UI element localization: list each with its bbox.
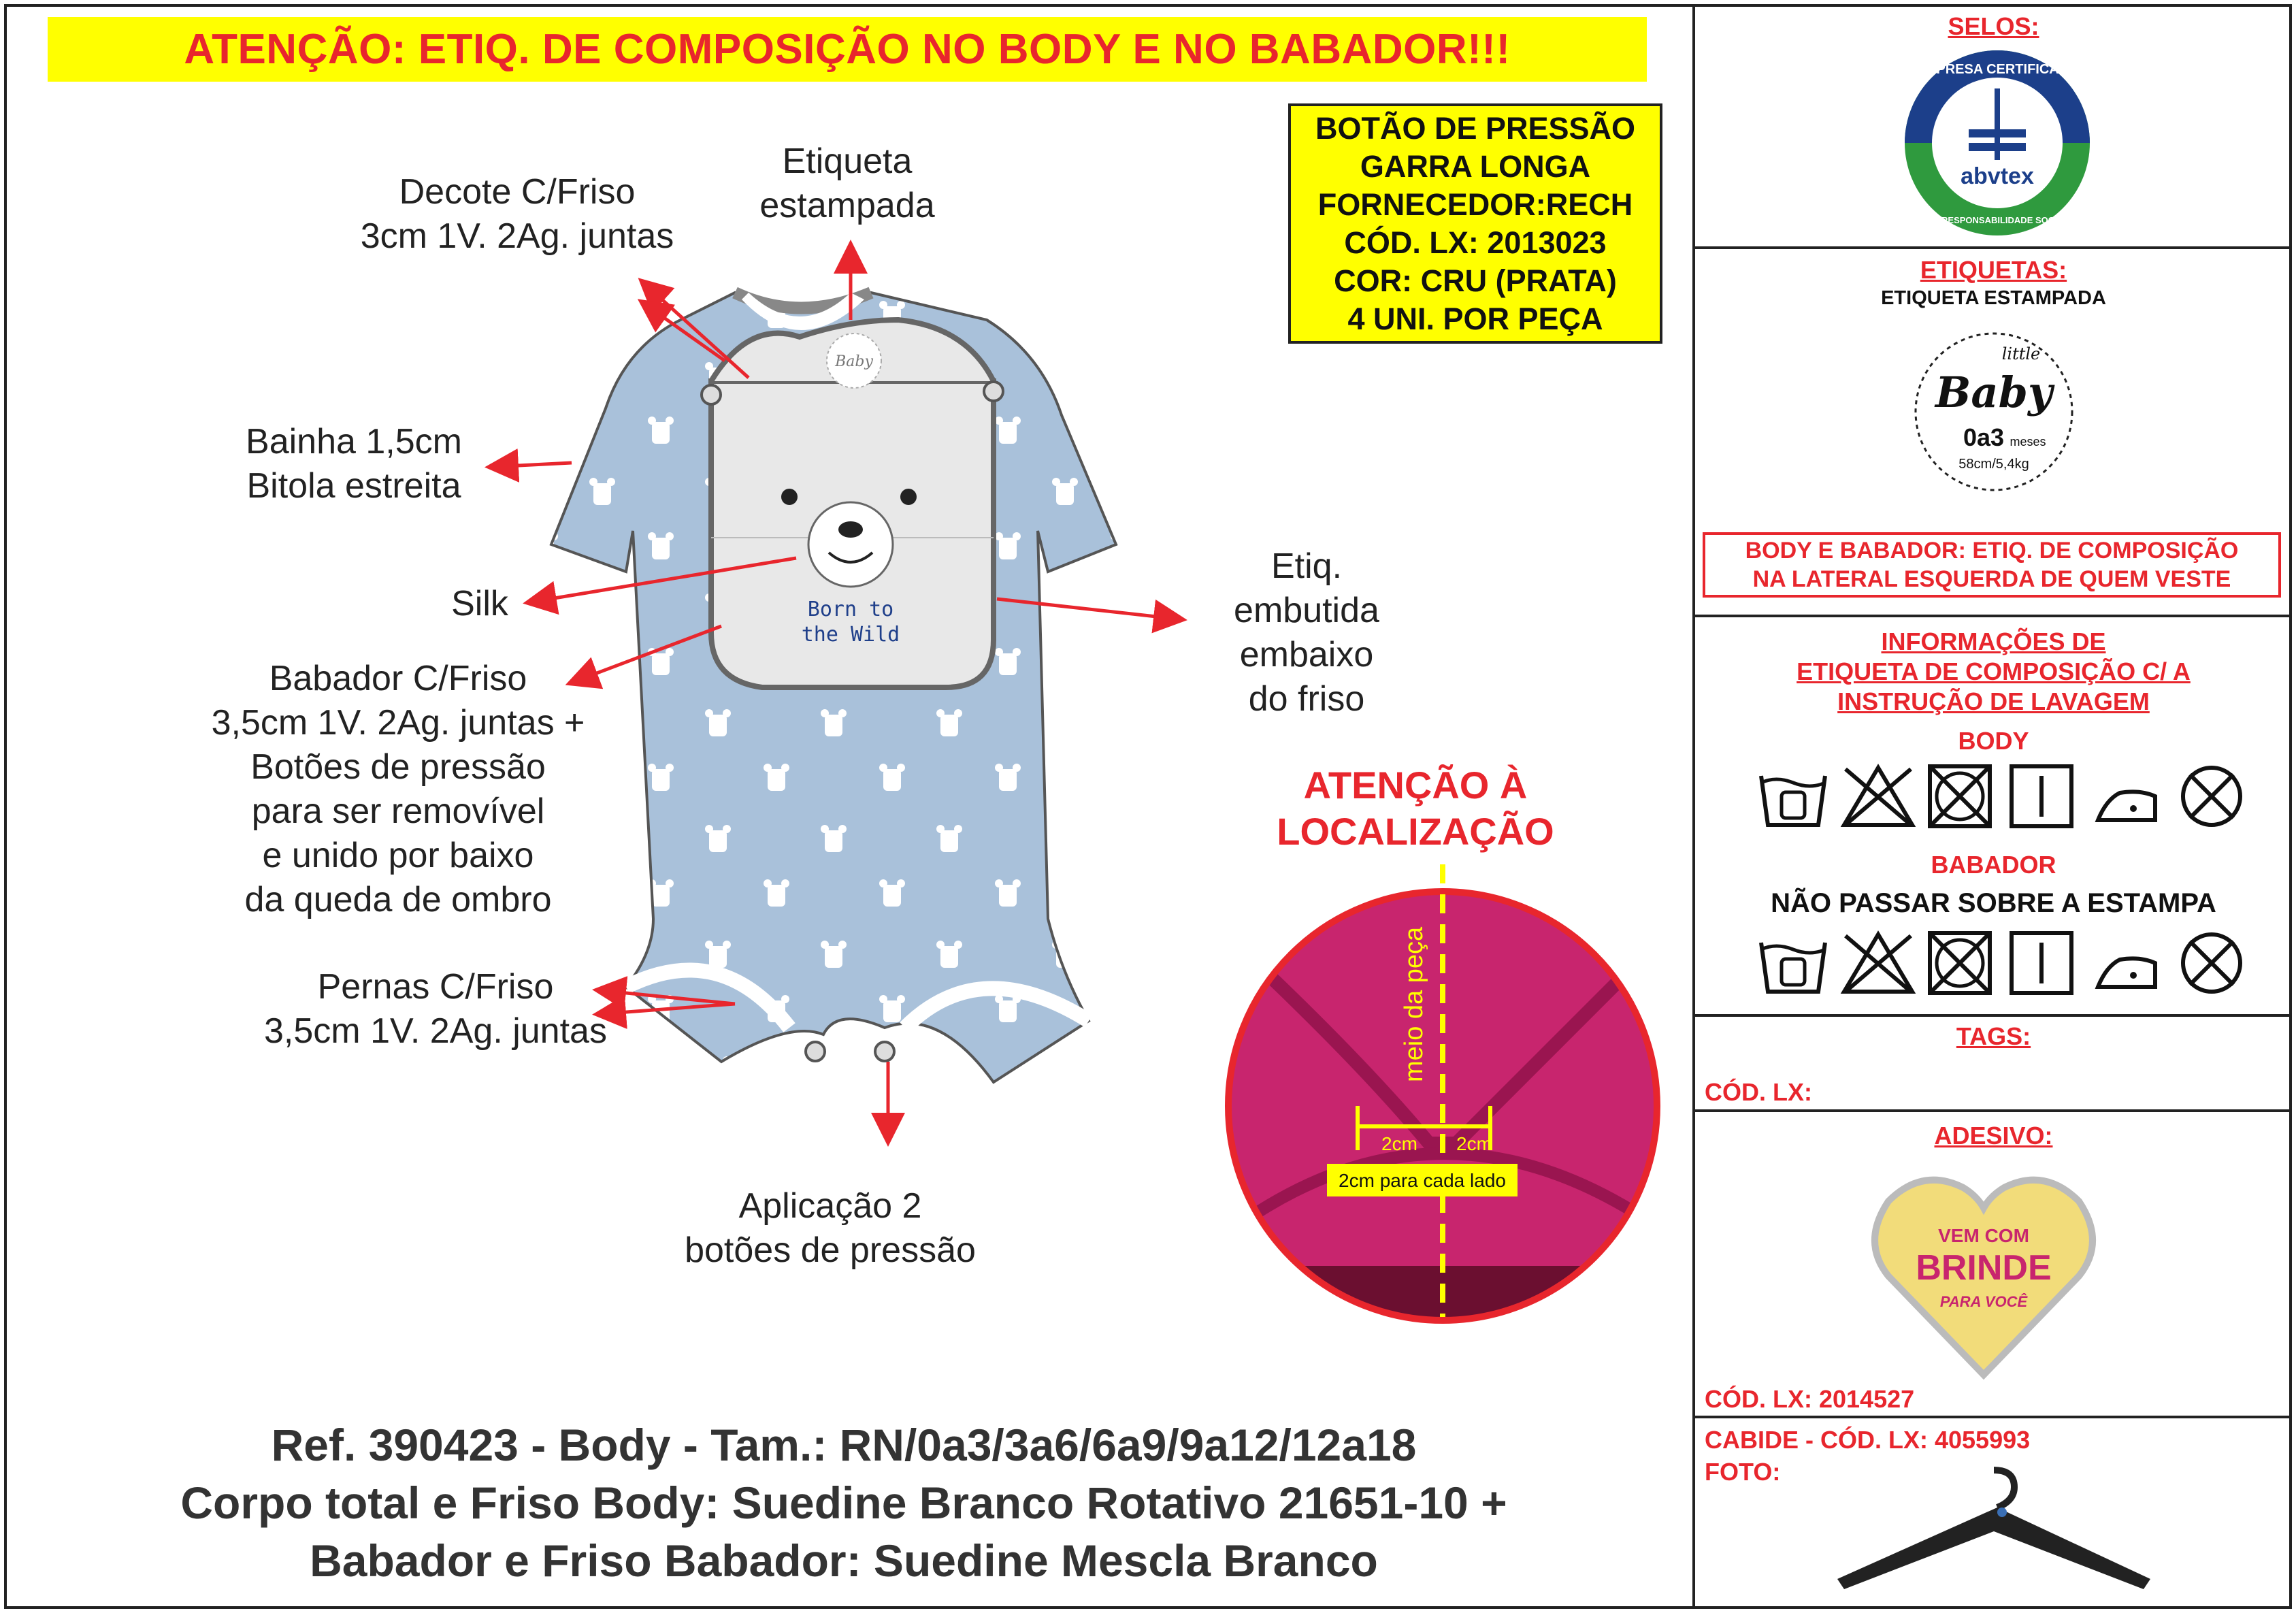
low-iron-icon	[2093, 929, 2161, 997]
button-spec-line: GARRA LONGA	[1360, 148, 1591, 184]
label-line: Pernas C/Friso	[317, 967, 554, 1007]
label-babador	[170, 657, 626, 922]
label-line: estampada	[759, 186, 935, 225]
label-line: Botões de pressão	[250, 747, 546, 787]
body-care-label: BODY	[1958, 727, 2029, 755]
no-bleach-icon	[1837, 762, 1919, 830]
label-line: 3cm 1V. 2Ag. juntas	[360, 216, 674, 256]
footer-bib-fabric: Babador e Friso Babador: Suedine Mescla Branco	[310, 1535, 1378, 1586]
warning-banner-text: ATENÇÃO: ETIQ. DE COMPOSIÇÃO NO BODY E NO BABADOR!!!	[184, 26, 1511, 73]
composition-notice-box	[1703, 532, 2281, 598]
label-line: para ser removível	[251, 792, 545, 831]
label-etiq-embutida	[1198, 544, 1415, 721]
low-iron-icon	[2093, 762, 2161, 830]
label-etiqueta	[745, 140, 949, 228]
hand-wash-icon	[1756, 762, 1831, 830]
label-art-brand: Baby	[1935, 368, 2052, 417]
button-spec-line: COR: CRU (PRATA)	[1334, 263, 1617, 298]
babador-care-note: NÃO PASSAR SOBRE A ESTAMPA	[1771, 888, 2216, 918]
measure-caption: 2cm para cada lado	[1339, 1170, 1506, 1191]
label-line: Etiq.	[1270, 547, 1343, 586]
label-line: do friso	[1248, 679, 1365, 719]
seal-ring-text: EMPRESA CERTIFICADA	[1916, 62, 2079, 77]
footer-body-fabric: Corpo total e Friso Body: Suedine Branco Rotativo 21651-10 +	[180, 1478, 1507, 1528]
body-care-icons	[1756, 762, 2246, 837]
button-spec-line: FORNECEDOR:RECH	[1317, 186, 1633, 222]
sidebar-divider-h	[1692, 1014, 2292, 1017]
label-decote	[327, 170, 708, 259]
no-bleach-icon	[1837, 929, 1919, 997]
label-art-size: 0a3	[1963, 423, 2005, 451]
bib-print-line2: the Wild	[801, 623, 900, 647]
label-line: Aplicação 2	[738, 1186, 922, 1226]
button-spec-line: 4 UNI. POR PEÇA	[1347, 301, 1603, 336]
label-aplicacao	[646, 1184, 1014, 1273]
sidebar-divider-h	[1692, 246, 2292, 249]
label-bainha	[204, 420, 504, 508]
babador-care-icons	[1756, 929, 2246, 1004]
bib-print-line1: Born to	[807, 598, 894, 621]
no-tumble-dry-icon	[1926, 929, 1994, 997]
sidebar-divider	[1692, 4, 1695, 1609]
cabide-code: CABIDE - CÓD. LX: 4055993	[1705, 1426, 2031, 1454]
no-dry-clean-icon	[2178, 762, 2246, 830]
label-line: Silk	[451, 584, 508, 623]
notice-line: NA LATERAL ESQUERDA DE QUEM VESTE	[1752, 566, 2231, 592]
footer-ref: Ref. 390423 - Body - Tam.: RN/0a3/3a6/6a9/9a12/12a18	[271, 1420, 1417, 1470]
attention-line: ATENÇÃO À	[1303, 764, 1528, 806]
label-line: 3,5cm 1V. 2Ag. juntas +	[211, 703, 585, 743]
no-tumble-dry-icon	[1926, 762, 1994, 830]
adesivo-title: ADESIVO:	[1934, 1122, 2053, 1150]
hanger-photo	[1824, 1463, 2164, 1606]
label-art-top: little	[2001, 344, 2041, 363]
center-line-label: meio da peça	[1400, 926, 1428, 1082]
label-line: embutida	[1234, 591, 1379, 630]
line-dry-icon	[2007, 762, 2076, 830]
selos-title: SELOS:	[1948, 12, 2039, 40]
seal-brand-text: abvtex	[1961, 163, 2034, 189]
label-line: e unido por baixo	[262, 836, 534, 875]
info-title-line: INFORMAÇÕES DE	[1881, 628, 2106, 655]
tags-code: CÓD. LX:	[1705, 1078, 1812, 1106]
label-art-spec: 58cm/5,4kg	[1958, 457, 2029, 472]
button-spec-line: CÓD. LX: 2013023	[1344, 225, 1607, 260]
sticker-main: BRINDE	[1916, 1248, 2052, 1288]
notice-line: BODY E BABADOR: ETIQ. DE COMPOSIÇÃO	[1745, 538, 2239, 564]
label-line: Bitola estreita	[246, 466, 461, 506]
etiquetas-title: ETIQUETAS:	[1920, 256, 2067, 284]
sticker-top: VEM COM	[1938, 1225, 2029, 1246]
adesivo-code: CÓD. LX: 2014527	[1705, 1385, 1915, 1413]
sidebar-divider-h	[1692, 1416, 2292, 1418]
line-dry-icon	[2007, 929, 2076, 997]
info-title-line: ETIQUETA DE COMPOSIÇÃO C/ A	[1797, 657, 2191, 685]
printed-label-art	[1909, 320, 2079, 497]
label-line: da queda de ombro	[244, 880, 552, 919]
label-line: Decote C/Friso	[399, 172, 636, 212]
neck-label-brand: Baby	[835, 353, 873, 370]
seal-bottom-text: EM RESPONSABILIDADE SOCIAL	[1925, 215, 2069, 225]
left-measure: 2cm	[1381, 1133, 1417, 1154]
label-line: embaixo	[1239, 635, 1374, 674]
label-line: Bainha 1,5cm	[246, 422, 462, 461]
hand-wash-icon	[1756, 929, 1831, 997]
label-line: Babador C/Friso	[269, 659, 527, 698]
attention-line: LOCALIZAÇÃO	[1277, 810, 1554, 853]
label-line: Etiqueta	[782, 142, 913, 181]
right-measure: 2cm	[1456, 1133, 1492, 1154]
label-line: botões de pressão	[685, 1231, 976, 1270]
abvtex-seal	[1902, 48, 2093, 238]
label-line: 3,5cm 1V. 2Ag. juntas	[264, 1011, 607, 1051]
tags-title: TAGS:	[1956, 1022, 2031, 1050]
label-pernas	[231, 965, 640, 1054]
label-art-unit: meses	[2010, 435, 2046, 449]
sidebar-divider-h	[1692, 1109, 2292, 1112]
label-silk	[415, 582, 544, 626]
location-attention-title	[1211, 762, 1620, 855]
info-title-line: INSTRUÇÃO DE LAVAGEM	[1837, 687, 2150, 715]
sticker-heart	[1868, 1167, 2099, 1385]
no-dry-clean-icon	[2178, 929, 2246, 997]
sticker-bottom: PARA VOCÊ	[1939, 1293, 2028, 1310]
babador-care-label: BABADOR	[1931, 851, 2056, 879]
button-spec-line: BOTÃO DE PRESSÃO	[1315, 110, 1636, 146]
cabide-foto-label: FOTO:	[1705, 1458, 1781, 1486]
etiquetas-subtitle: ETIQUETA ESTAMPADA	[1881, 287, 2106, 309]
sidebar-divider-h	[1692, 615, 2292, 617]
